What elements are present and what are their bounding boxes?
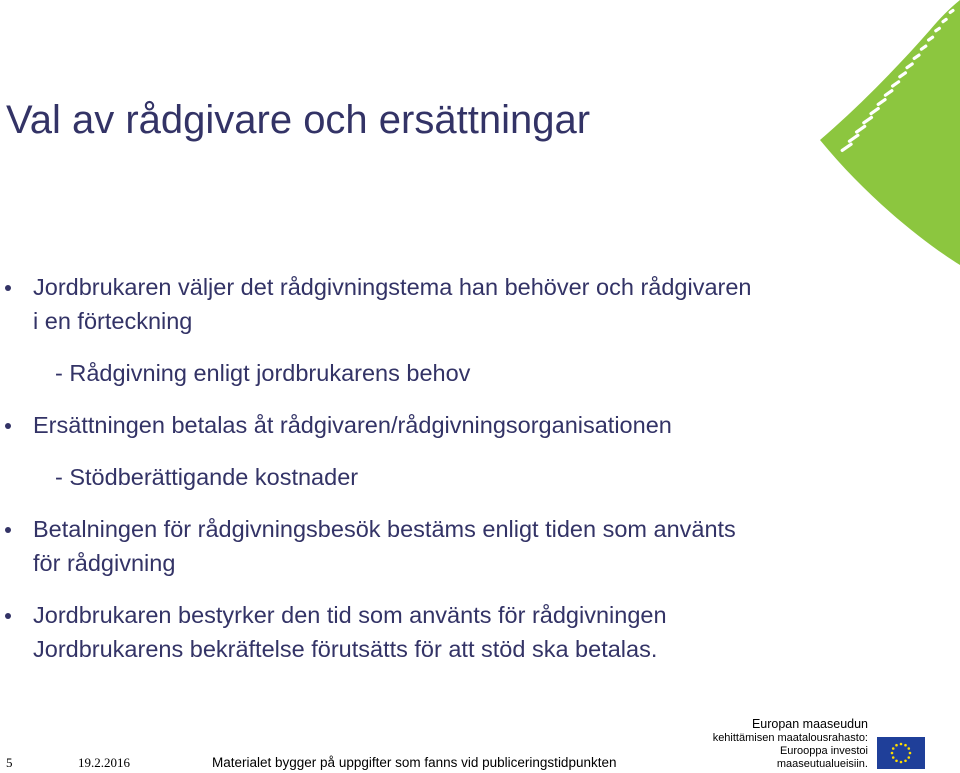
bullet-dot-icon [5,423,11,429]
source-note: Materialet bygger på uppgifter som fanns vid publiceringstidpunkten [212,755,617,770]
bullet-list [0,270,900,666]
bullet-dot-icon [5,613,11,619]
eu-flag-icon [877,737,925,769]
eu-line-3: Eurooppa investoi maaseutualueisiin. [776,745,868,770]
footer-date: 19.2.2016 [78,755,130,770]
eu-funding-text [700,717,868,771]
page-number: 5 [6,755,13,770]
bullet-text: - Stödberättigande kostnader [55,464,359,490]
bullet-item [0,598,900,666]
sub-item [0,460,900,494]
bullet-item [0,512,900,580]
eu-line-1: Europan maaseudun [751,717,868,731]
sub-item [0,356,900,390]
eu-line-2: kehittämisen maatalousrahasto: [712,732,868,744]
bullet-text: för rådgivning [33,550,176,576]
bullet-text: Jordbrukaren bestyrker den tid som använts för rådgivningen [33,602,667,628]
bullet-text: Betalningen för rådgivningsbesök bestäms enligt tiden som använts [33,516,736,542]
bullet-text: Jordbrukaren väljer det rådgivningstema han behöver och rådgivaren [33,274,752,300]
bullet-item [0,270,900,338]
bullet-dot-icon [5,527,11,533]
bullet-text: i en förteckning [33,308,193,334]
bullet-item [0,408,900,442]
bullet-dot-icon [5,285,11,291]
bullet-text: Ersättningen betalas åt rådgivaren/rådgivningsorganisationen [33,412,672,438]
slide-title: Val av rådgivare och ersättningar [6,98,591,142]
green-leaf-decoration [745,0,960,265]
bullet-text: Jordbrukarens bekräftelse förutsätts för att stöd ska betalas. [33,636,658,662]
bullet-text: - Rådgivning enligt jordbrukarens behov [55,360,471,386]
